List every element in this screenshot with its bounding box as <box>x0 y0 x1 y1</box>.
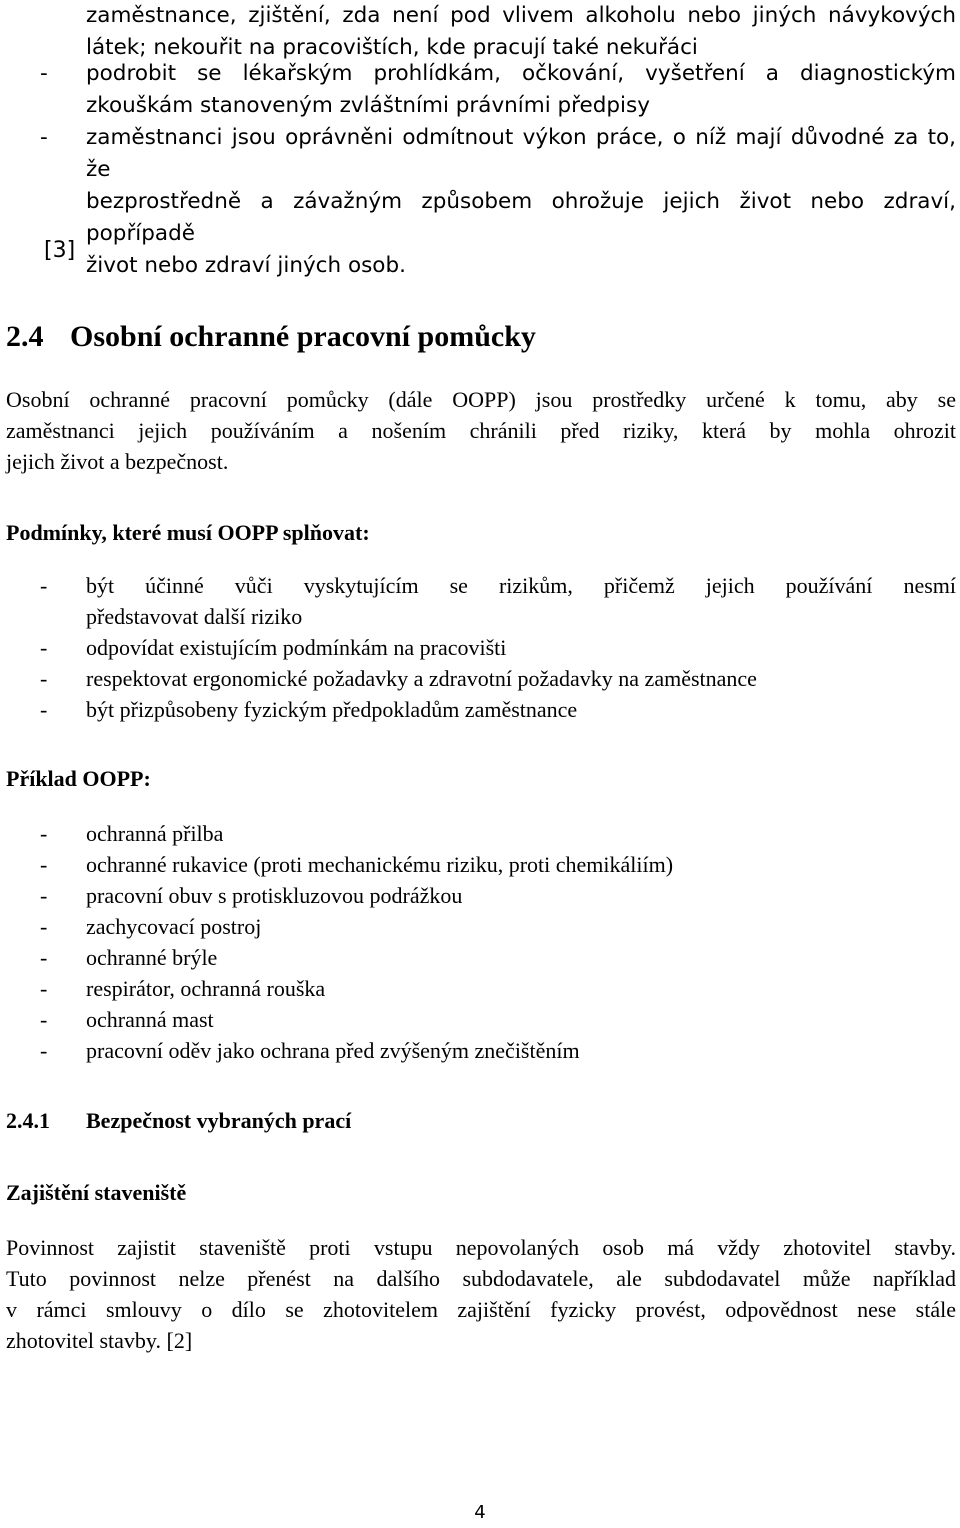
list-item-text <box>86 0 956 64</box>
list-item-text: pracovní oděv jako ochrana před zvýšeným znečištěním <box>86 1038 580 1063</box>
list-item-text: pracovní obuv s protiskluzovou podrážkou <box>86 883 463 908</box>
list-dash: - <box>40 697 48 722</box>
list-item-text: odpovídat existujícím podmínkám na pracovišti <box>86 635 507 660</box>
list-dash: - <box>40 666 48 691</box>
conditions-list <box>6 570 956 725</box>
list-item-text: ochranná přilba <box>86 821 224 846</box>
text-line: představovat další riziko <box>86 604 303 629</box>
list-dash: - <box>40 1038 48 1063</box>
list-item <box>6 122 956 282</box>
list-item <box>6 818 956 849</box>
page-number: 4 <box>474 1502 486 1523</box>
site-heading: Zajištění staveniště <box>6 1180 187 1205</box>
section-heading <box>6 320 536 354</box>
list-item <box>6 0 956 64</box>
list-item <box>6 880 956 911</box>
subsection-number: 2.4.1 <box>6 1108 50 1133</box>
list-dash: - <box>40 1007 48 1032</box>
list-dash: - <box>40 573 48 598</box>
list-item-text: ochranná mast <box>86 1007 214 1032</box>
site-paragraph <box>6 1232 956 1356</box>
list-item <box>6 632 956 663</box>
list-item <box>6 849 956 880</box>
text-line: bezprostředně a závažným způsobem ohrožuje jejich život nebo zdraví, popřípadě <box>86 189 956 246</box>
text-line: Povinnost zajistit staveniště proti vstupu nepovolaných osob má vždy zhotovitel stavby. <box>6 1235 956 1260</box>
list-dash: - <box>40 883 48 908</box>
conditions-heading: Podmínky, které musí OOPP splňovat: <box>6 520 370 545</box>
list-item <box>6 973 956 1004</box>
list-dash: - <box>40 125 48 150</box>
section-number: 2.4 <box>6 320 44 353</box>
reference-citation: [3] <box>44 238 76 263</box>
text-line: Osobní ochranné pracovní pomůcky (dále OOPP) jsou prostředky určené k tomu, aby se <box>6 387 956 412</box>
list-item-text: být přizpůsobeny fyzickým předpokladům zaměstnance <box>86 697 578 722</box>
examples-heading: Příklad OOPP: <box>6 766 151 791</box>
list-item-text <box>86 58 956 122</box>
list-dash: - <box>40 635 48 660</box>
list-item <box>6 1035 956 1066</box>
list-item <box>6 694 956 725</box>
list-item <box>6 911 956 942</box>
list-item <box>6 663 956 694</box>
text-line: být účinné vůči vyskytujícím se rizikům, přičemž jejich používání nesmí <box>86 573 956 598</box>
list-item <box>6 570 956 632</box>
text-line: zhotovitel stavby. [2] <box>6 1328 193 1353</box>
list-dash: - <box>40 61 48 86</box>
text-line: jejich život a bezpečnost. <box>6 449 229 474</box>
list-dash: - <box>40 976 48 1001</box>
list-item-text: ochranné rukavice (proti mechanickému riziku, proti chemikáliím) <box>86 852 674 877</box>
list-dash: - <box>40 852 48 877</box>
list-item-text <box>86 570 956 632</box>
list-item-text: respektovat ergonomické požadavky a zdravotní požadavky na zaměstnance <box>86 666 757 691</box>
list-dash: - <box>40 945 48 970</box>
text-line: zkouškám stanoveným zvláštními právními předpisy <box>86 93 650 118</box>
text-line: zaměstnanci jsou oprávněni odmítnout výkon práce, o níž mají důvodné za to, že <box>86 125 956 182</box>
list-item-text: respirátor, ochranná rouška <box>86 976 326 1001</box>
subsection-title: Bezpečnost vybraných prací <box>86 1108 352 1133</box>
text-line: zaměstnanci jejich používáním a nošením chránili před riziky, která by mohla ohrozit <box>6 418 956 443</box>
list-dash: - <box>40 821 48 846</box>
list-item-text: ochranné brýle <box>86 945 218 970</box>
subsection-heading <box>6 1108 351 1134</box>
text-line: v rámci smlouvy o dílo se zhotovitelem zajištění fyzicky provést, odpovědnost nese stále <box>6 1297 956 1322</box>
list-item <box>6 1004 956 1035</box>
list-item <box>6 58 956 122</box>
text-line: život nebo zdraví jiných osob. <box>86 253 406 278</box>
intro-paragraph <box>6 384 956 477</box>
list-dash: - <box>40 914 48 939</box>
list-item-text: zachycovací postroj <box>86 914 262 939</box>
section-title: Osobní ochranné pracovní pomůcky <box>70 320 536 353</box>
list-item-text <box>86 122 956 282</box>
list-item <box>6 942 956 973</box>
text-line: látek; nekouřit na pracovištích, kde pracují také nekuřáci <box>86 35 698 60</box>
examples-list <box>6 818 956 1066</box>
text-line: podrobit se lékařským prohlídkám, očkování, vyšetření a diagnostickým <box>86 61 956 86</box>
text-line: zaměstnance, zjištění, zda není pod vlivem alkoholu nebo jiných návykových <box>86 3 956 28</box>
text-line: Tuto povinnost nelze přenést na dalšího subdodavatele, ale subdodavatel může například <box>6 1266 956 1291</box>
